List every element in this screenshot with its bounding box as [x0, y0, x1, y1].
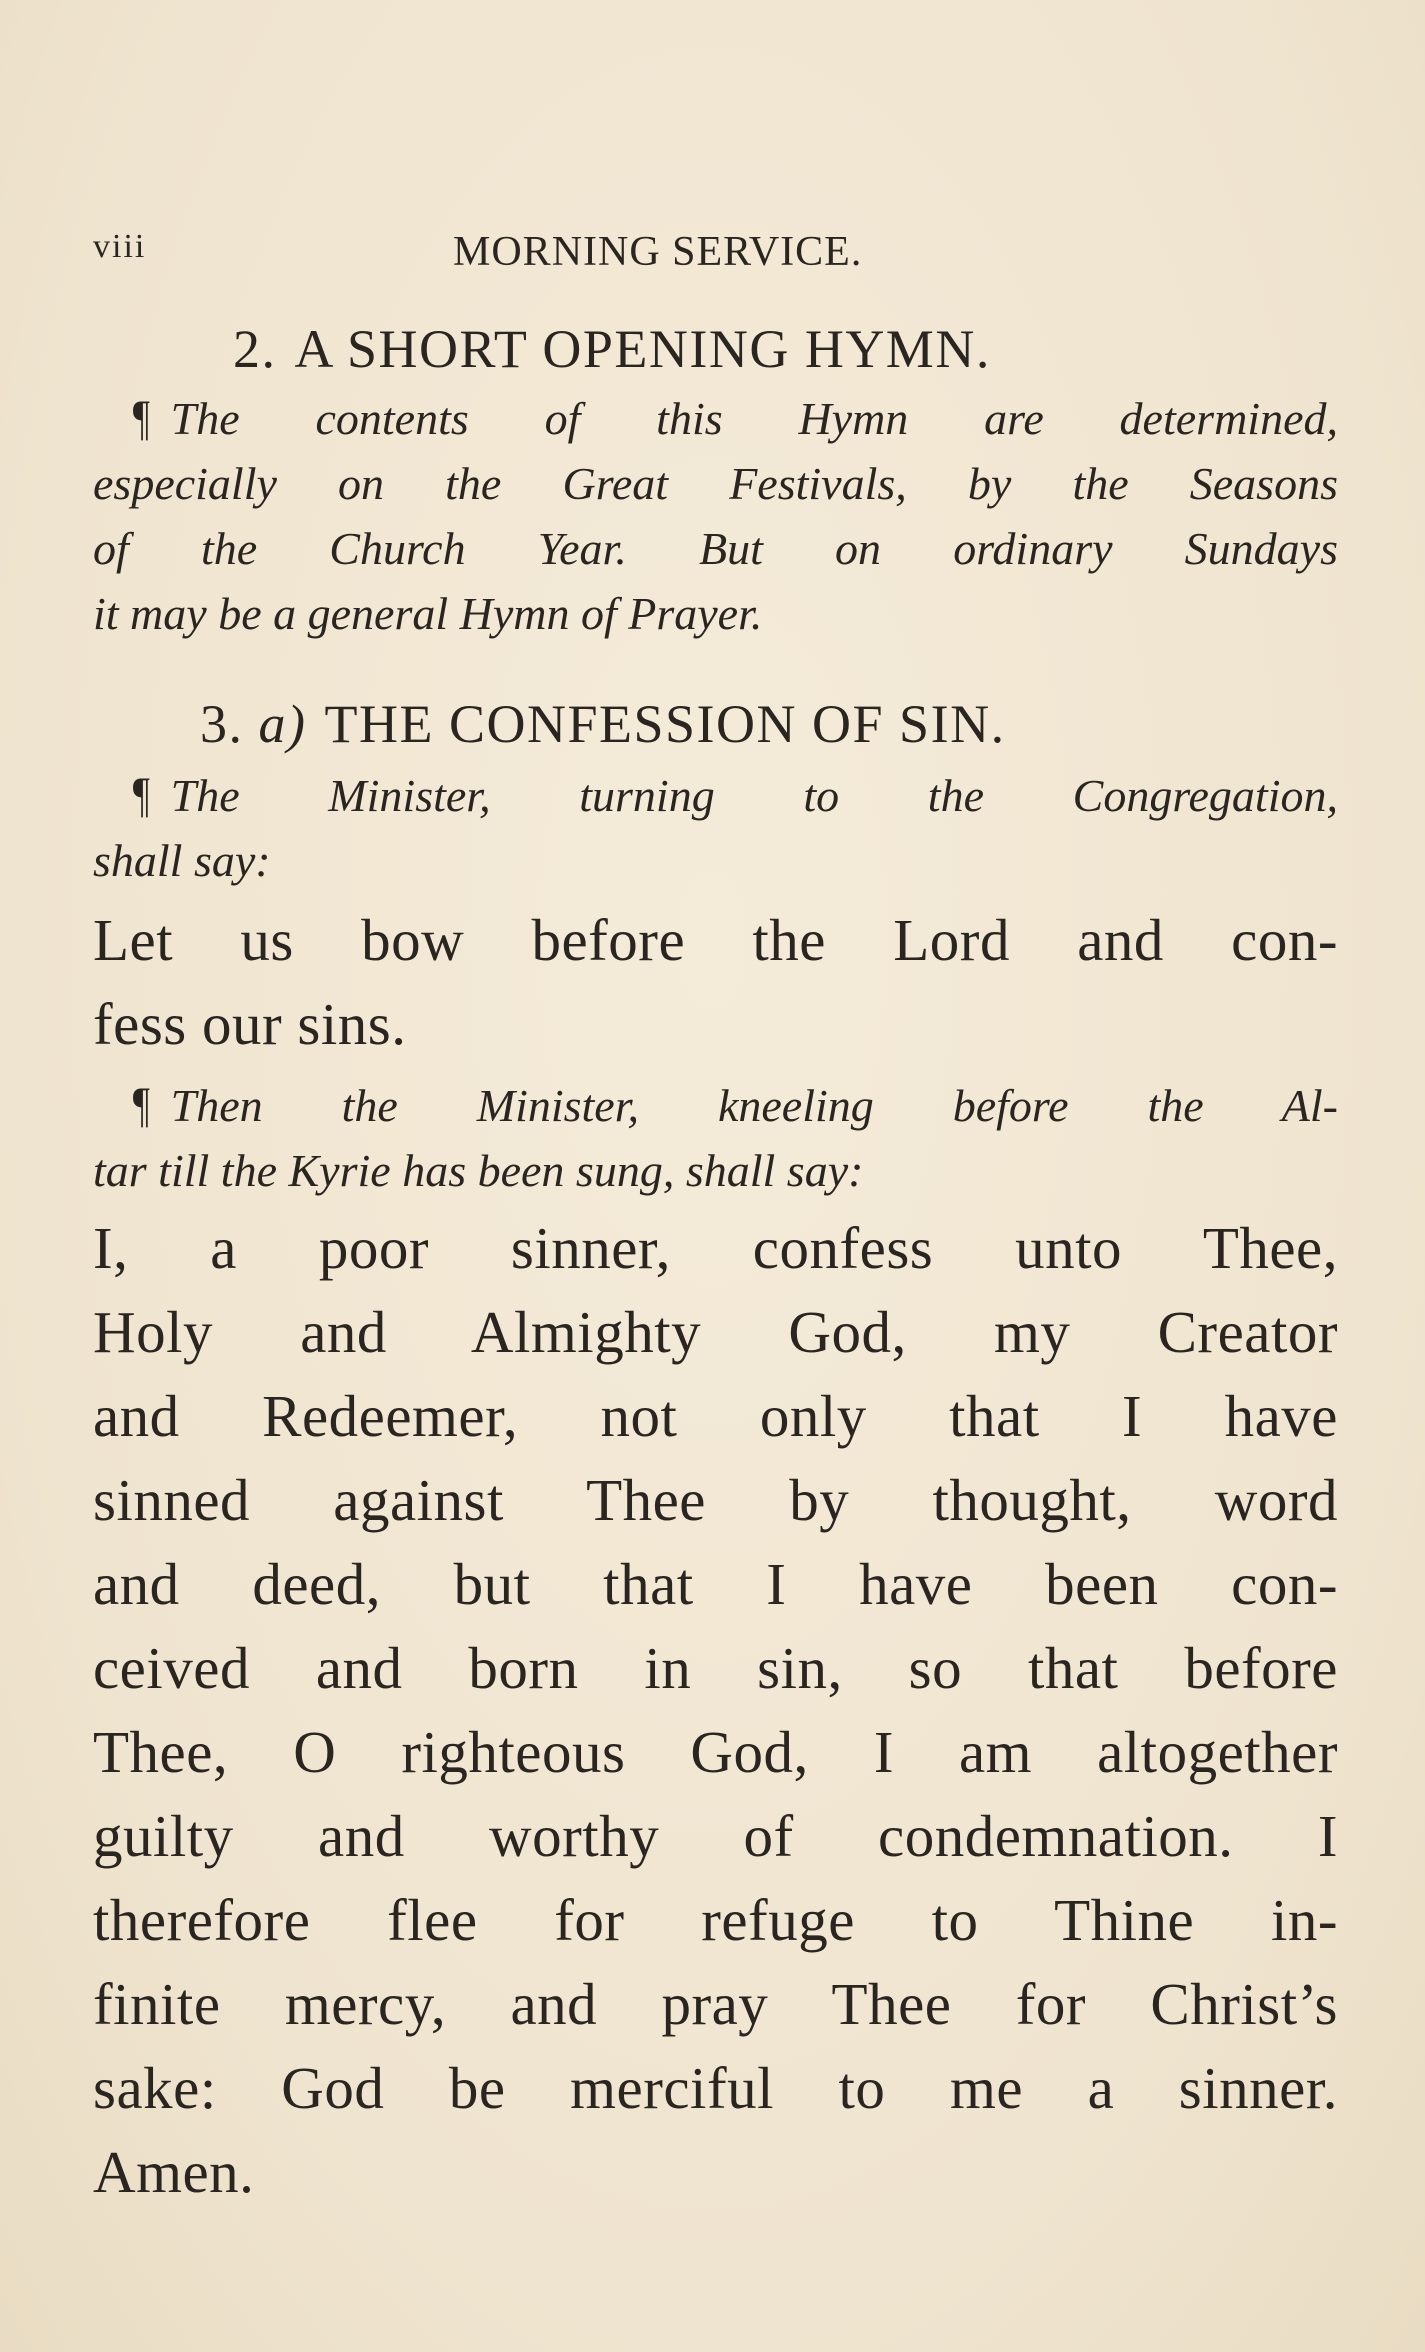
rubric-line: shall say: — [93, 835, 271, 886]
text-line: Thee, O righteous God, I am altogether — [93, 1719, 1338, 1785]
invitation-text — [93, 898, 1338, 1066]
rubric-line: ¶ The Minister, turning to the Congregation, — [93, 762, 1338, 828]
kneeling-rubric — [93, 1072, 1338, 1203]
pilcrow-icon: ¶ — [132, 766, 150, 822]
rubric-line: ¶ Then the Minister, kneeling before the Al- — [93, 1072, 1338, 1138]
rubric-line: of the Church Year. But on ordinary Sundays — [93, 523, 1338, 574]
section-number: 3. — [200, 694, 244, 754]
running-title: MORNING SERVICE. — [453, 229, 863, 275]
section-number: 2. — [233, 319, 277, 379]
text-line: guilty and worthy of condemnation. I — [93, 1803, 1338, 1869]
text-line: sake: God be merciful to me a sinner. — [93, 2055, 1338, 2121]
text-line: finite mercy, and pray Thee for Christ’s — [93, 1971, 1338, 2037]
text-line: sinned against Thee by thought, word — [93, 1467, 1338, 1533]
opening-hymn-heading — [233, 318, 991, 380]
running-head — [93, 228, 1338, 288]
confession-text — [93, 1206, 1338, 2214]
rubric-line: especially on the Great Festivals, by the Seasons — [93, 458, 1338, 509]
text-line: fess our sins. — [93, 991, 407, 1057]
rubric-line: it may be a general Hymn of Prayer. — [93, 588, 763, 639]
confession-heading — [200, 693, 1006, 755]
pilcrow-icon: ¶ — [132, 1076, 150, 1132]
text-line: and Redeemer, not only that I have — [93, 1383, 1338, 1449]
opening-hymn-rubric — [93, 385, 1338, 646]
section-title: A SHORT OPENING HYMN. — [294, 319, 991, 379]
text-line: Amen. — [93, 2139, 255, 2205]
pilcrow-icon: ¶ — [132, 389, 150, 445]
text-line: therefore flee for refuge to Thine in- — [93, 1887, 1338, 1953]
text-line: and deed, but that I have been con- — [93, 1551, 1338, 1617]
section-subnumber: a) — [258, 694, 307, 754]
text-line: Holy and Almighty God, my Creator — [93, 1299, 1338, 1365]
text-line: I, a poor sinner, confess unto Thee, — [93, 1215, 1338, 1281]
rubric-line: ¶ The contents of this Hymn are determined, — [93, 385, 1338, 451]
section-title: THE CONFESSION OF SIN. — [324, 694, 1006, 754]
rubric-line: tar till the Kyrie has been sung, shall say: — [93, 1145, 864, 1196]
minister-rubric — [93, 762, 1338, 893]
text-line: ceived and born in sin, so that before — [93, 1635, 1338, 1701]
text-line: Let us bow before the Lord and con- — [93, 907, 1338, 973]
page-number: viii — [93, 228, 147, 265]
